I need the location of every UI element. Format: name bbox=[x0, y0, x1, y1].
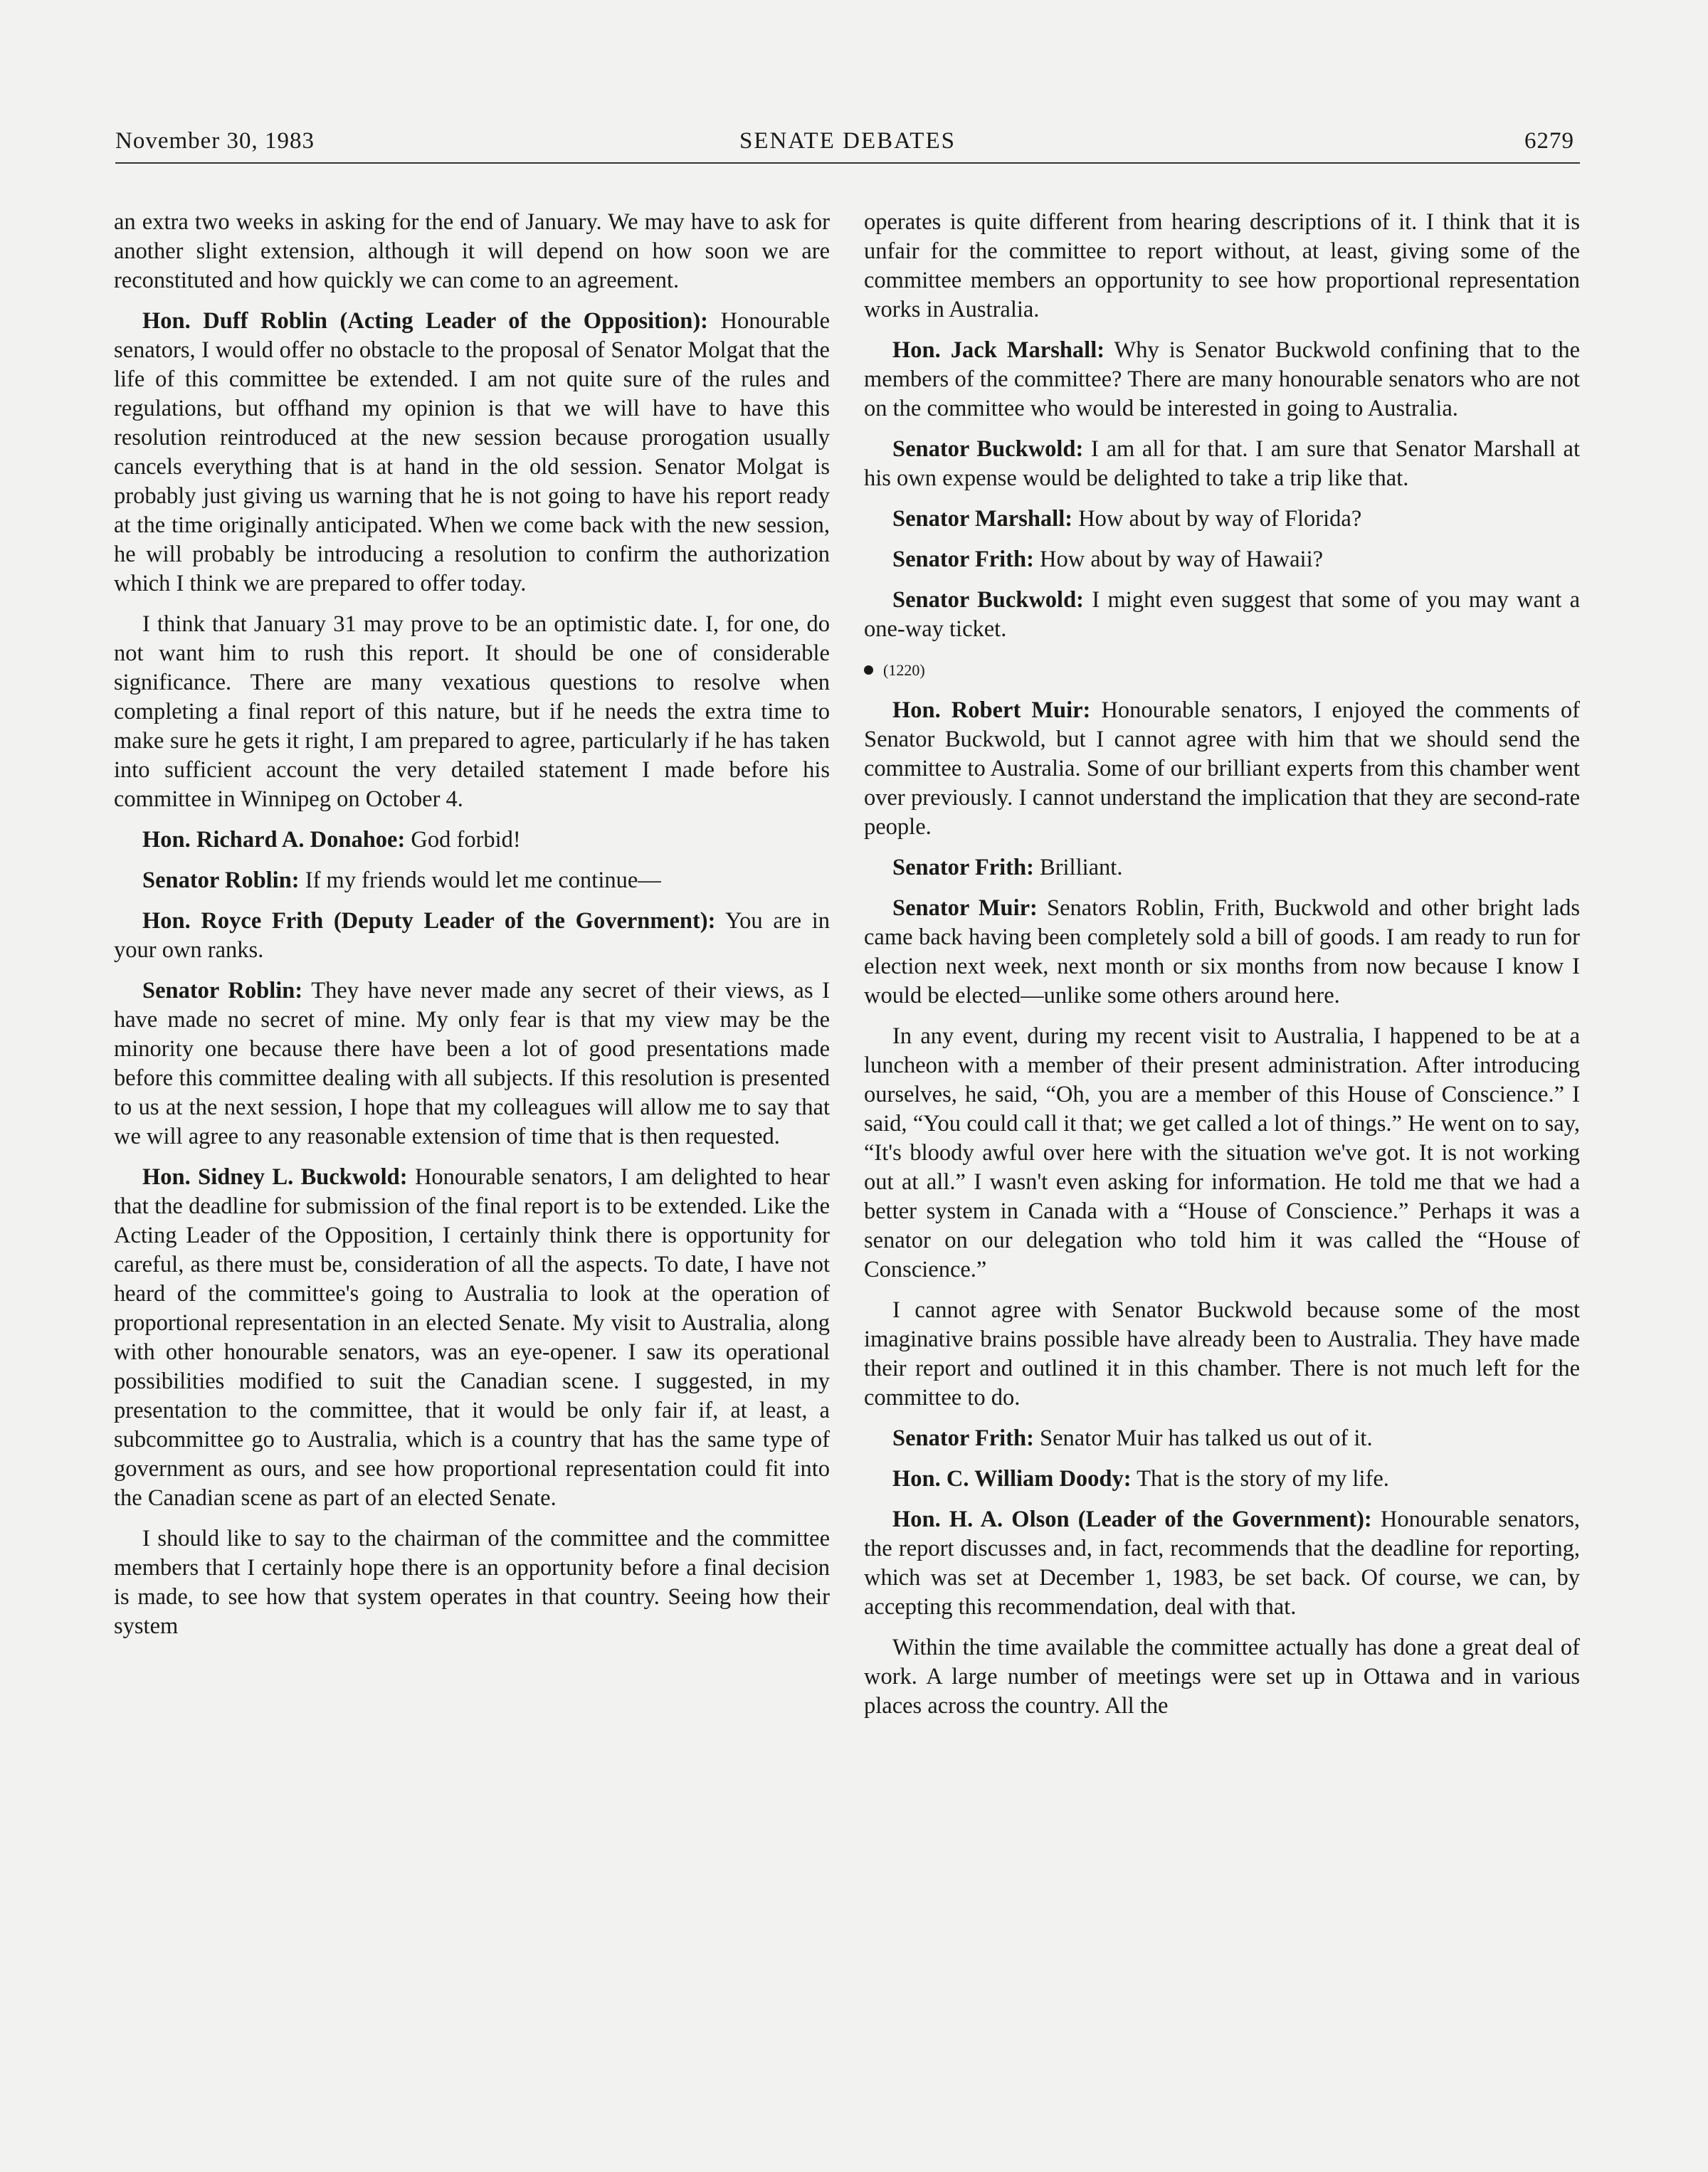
speech bbox=[114, 866, 830, 895]
speech-text: Honourable senators, I would offer no obstacle to the proposal of Senator Molgat that the life of this committee be extended. I am not quite sure of the rules and regulations, but offhand my opinion is that we will have to have this resolution reintroduced at the new session because prorogation usually cancels everything that is at hand in the old session. Senator Molgat is probably just giving us warning that he is not going to have his report ready at the time originally anticipated. When we come back with the new session, he will probably be introducing a resolution to confirm the authorization which I think we are prepared to offer today. bbox=[114, 308, 831, 596]
speech bbox=[114, 307, 830, 599]
speaker-name: Senator Marshall: bbox=[892, 506, 1073, 532]
speech bbox=[864, 435, 1580, 493]
page-header bbox=[115, 125, 1580, 164]
header-page-number: 6279 bbox=[1524, 128, 1574, 154]
speaker-name: Hon. C. William Doody: bbox=[892, 1466, 1132, 1492]
speech bbox=[864, 545, 1580, 574]
speaker-name: Hon. Jack Marshall: bbox=[892, 337, 1105, 363]
speech-text: Brilliant. bbox=[1040, 855, 1123, 880]
speaker-name: Hon. Richard A. Donahoe: bbox=[142, 827, 406, 853]
speech-text: Senator Muir has talked us out of it. bbox=[1040, 1425, 1373, 1451]
time-marker-text: (1220) bbox=[883, 661, 925, 679]
speech-text: Honourable senators, I am delighted to hear that the deadline for submission of the final report is to be extended. Like the Acting Leader of the Opposition, I certainly think there is opportunity for careful, as there must be, consideration of all the aspects. To date, I have not heard of the committee's going to Australia to look at the operation of proportional representation in an elected Senate. My visit to Australia, along with other honourable senators, was an eye-opener. I saw its operational possibilities modified to suit the Canadian scene. I suggested, in my presentation to the committee, that it would be only fair if, at least, a subcommittee go to Australia, which is a country that has the same type of government as ours, and see how proportional representation could fit into the Canadian scene as part of an elected Senate. bbox=[114, 1164, 830, 1511]
paragraph: I think that January 31 may prove to be an optimistic date. I, for one, do not want him to rush this report. It should be one of considerable significance. There are many vexatious questions to resolve when completing a final report of this nature, but if he needs the extra time to make sure he gets it right, I am prepared to agree, particularly if he has taken into sufficient account the very detailed statement I made before his committee in Winnipeg on October 4. bbox=[114, 611, 830, 812]
speech-text: God forbid! bbox=[411, 827, 521, 853]
speech bbox=[114, 1163, 830, 1513]
paragraph: I should like to say to the chairman of the committee and the committee members that I certainly hope there is an opportunity before a final decision is made, to see how that system operates in that country. Seeing how their system bbox=[114, 1526, 830, 1639]
speaker-name: Hon. Sidney L. Buckwold: bbox=[142, 1164, 408, 1190]
speech bbox=[864, 894, 1580, 1011]
speech-text: You are in your own ranks. bbox=[114, 908, 831, 963]
header-date: November 30, 1983 bbox=[115, 128, 315, 154]
speech bbox=[864, 505, 1580, 534]
left-column bbox=[114, 208, 830, 1652]
speech bbox=[864, 336, 1580, 423]
speech bbox=[114, 976, 830, 1151]
speaker-name: Senator Frith: bbox=[892, 547, 1034, 572]
paragraph: Within the time available the committee actually has done a great deal of work. A large number of meetings were set up in Ottawa and in various places across the country. All the bbox=[864, 1635, 1580, 1719]
speech-text: Senators Roblin, Frith, Buckwold and other bright lads came back having been completely sold a bill of goods. I am ready to run for election next week, next month or six months from now because I know I would be elected—unlike some others around here. bbox=[864, 895, 1580, 1008]
speech bbox=[864, 1465, 1580, 1494]
bullet-icon bbox=[864, 665, 873, 675]
paragraph: operates is quite different from hearing descriptions of it. I think that it is unfair for the committee to report without, at least, giving some of the committee members an opportunity to see how proportional representation works in Australia. bbox=[864, 209, 1580, 322]
speech-text: I am all for that. I am sure that Senator Marshall at his own expense would be delighted to take a trip like that. bbox=[864, 436, 1580, 491]
right-column bbox=[864, 208, 1580, 1732]
speaker-name: Senator Roblin: bbox=[142, 978, 303, 1003]
speech-text: They have never made any secret of their views, as I have made no secret of mine. My only fear is that my view may be the minority one because there have been a lot of good presentations made before this committee dealing with all subjects. If this resolution is presented to us at the next session, I hope that my colleagues will allow me to say that we will agree to any reasonable extension of time that is then requested. bbox=[114, 978, 830, 1149]
speech bbox=[114, 907, 830, 965]
speech-text: I might even suggest that some of you may want a one-way ticket. bbox=[864, 587, 1580, 642]
speaker-name: Hon. Robert Muir: bbox=[892, 697, 1091, 723]
speech bbox=[864, 586, 1580, 644]
speech-text: Why is Senator Buckwold confining that to the members of the committee? There are many honourable senators who are not on the committee who would be interested in going to Australia. bbox=[864, 337, 1580, 421]
speaker-name: Hon. H. A. Olson (Leader of the Government): bbox=[892, 1507, 1372, 1532]
speaker-name: Senator Buckwold: bbox=[892, 587, 1084, 613]
speaker-name: Senator Roblin: bbox=[142, 868, 300, 893]
speech bbox=[864, 1505, 1580, 1622]
speech bbox=[864, 1424, 1580, 1453]
speaker-name: Senator Frith: bbox=[892, 1425, 1034, 1451]
speaker-name: Senator Frith: bbox=[892, 855, 1034, 880]
speaker-name: Hon. Duff Roblin (Acting Leader of the Opposition): bbox=[142, 308, 708, 334]
time-marker bbox=[864, 655, 1580, 685]
paragraph: an extra two weeks in asking for the end of January. We may have to ask for another slight extension, although it will depend on how soon we are reconstituted and how quickly we can come to an agreement. bbox=[114, 209, 830, 293]
speech-text: How about by way of Florida? bbox=[1078, 506, 1362, 532]
header-title: SENATE DEBATES bbox=[739, 128, 956, 154]
speech-text: Honourable senators, I enjoyed the comments of Senator Buckwold, but I cannot agree with him that we should send the committee to Australia. Some of our brilliant experts from this chamber went over previously. I cannot understand the implication that they are second-rate people. bbox=[864, 697, 1580, 840]
speaker-name: Senator Muir: bbox=[892, 895, 1038, 921]
speech-text: How about by way of Hawaii? bbox=[1040, 547, 1324, 572]
speech bbox=[114, 826, 830, 855]
speaker-name: Senator Buckwold: bbox=[892, 436, 1084, 462]
speech-text: That is the story of my life. bbox=[1137, 1466, 1389, 1492]
speaker-name: Hon. Royce Frith (Deputy Leader of the Government): bbox=[142, 908, 716, 934]
paragraph: In any event, during my recent visit to Australia, I happened to be at a luncheon with a member of their present administration. After introducing ourselves, he said, “Oh, you are a member of this House of Conscience.” I said, “You could call it that; we get called a lot of things.” He went on to say, “It's bloody awful over here with the situation we've got. It is not working out at all.” I wasn't even asking for information. He told me that we had a better system in Canada with a “House of Conscience.” Perhaps it was a senator on our delegation who told him it was called the “House of Conscience.” bbox=[864, 1023, 1580, 1282]
speech-text: If my friends would let me continue— bbox=[305, 868, 661, 893]
paragraph: I cannot agree with Senator Buckwold because some of the most imaginative brains possible have already been to Australia. They have made their report and outlined it in this chamber. There is not much left for the committee to do. bbox=[864, 1297, 1580, 1411]
speech-text: Honourable senators, the report discusses and, in fact, recommends that the deadline for reporting, which was set at December 1, 1983, be set back. Of course, we can, by accepting this recommendation, deal with that. bbox=[864, 1507, 1581, 1620]
speech bbox=[864, 853, 1580, 882]
speech bbox=[864, 696, 1580, 842]
